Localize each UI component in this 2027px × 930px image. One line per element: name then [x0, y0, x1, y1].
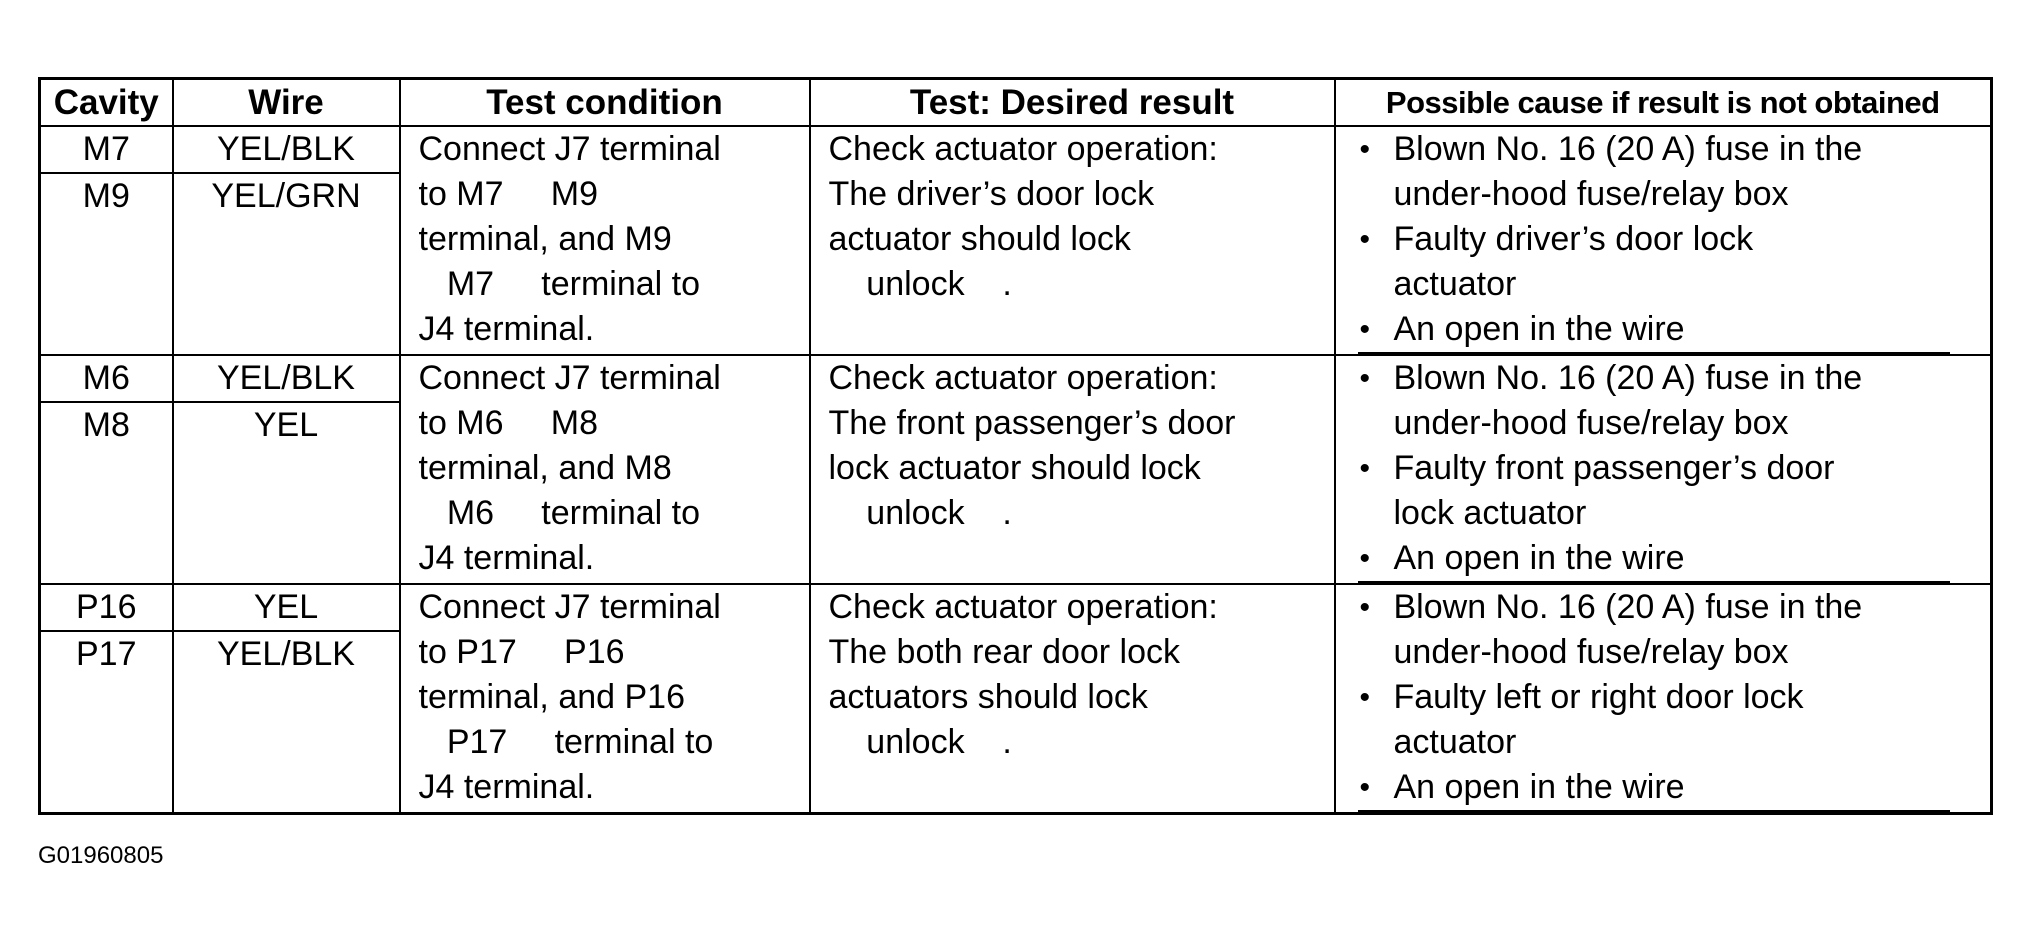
test-condition-cell	[400, 584, 810, 814]
cause-line: under-hood fuse/relay box	[1393, 633, 1789, 671]
desired-result-line: The both rear door lock	[828, 633, 1181, 671]
header-row	[40, 79, 1992, 127]
header-desired-result: Test: Desired result	[810, 79, 1335, 127]
desired-result-line: lock actuator should lock	[828, 449, 1201, 487]
cause-list-item	[1358, 536, 1951, 583]
desired-result-line: unlock .	[828, 494, 1012, 532]
cavity-value: P17	[76, 635, 137, 673]
cause-list-item	[1358, 217, 1991, 307]
possible-cause-cell	[1335, 355, 1992, 584]
test-condition-line: M6 terminal to	[418, 494, 701, 532]
wire-cell	[173, 584, 400, 814]
cause-line: • Faulty front passenger’s door	[1393, 449, 1835, 487]
desired-result-line: The driver’s door lock	[828, 175, 1155, 213]
wire-color-value: YEL/BLK	[217, 635, 355, 673]
desired-result-cell	[810, 126, 1335, 355]
possible-cause-cell	[1335, 584, 1992, 814]
cause-line: actuator	[1393, 723, 1517, 761]
test-condition-line: to M6 M8	[418, 404, 598, 442]
test-condition-line: Connect J7 terminal	[418, 588, 721, 626]
cause-list-item	[1358, 127, 1991, 217]
cavity-cell	[40, 355, 173, 584]
table-body	[40, 126, 1992, 814]
test-condition-line: M7 terminal to	[418, 265, 701, 303]
cavity-cell	[40, 126, 173, 355]
header-possible-cause: Possible cause if result is not obtained	[1335, 79, 1992, 127]
door-lock-test-table	[38, 77, 1993, 815]
wire-color-value: YEL/BLK	[174, 127, 399, 174]
test-condition-line: Connect J7 terminal	[418, 359, 721, 397]
test-condition-line: to M7 M9	[418, 175, 598, 213]
cause-line: • Blown No. 16 (20 A) fuse in the	[1393, 588, 1863, 626]
diagnostic-table-container	[38, 77, 1990, 815]
cause-line: • An open in the wire	[1393, 310, 1685, 348]
desired-result-cell	[810, 355, 1335, 584]
table-row	[40, 355, 1992, 584]
cavity-value: M9	[82, 177, 130, 215]
cause-line: actuator	[1393, 265, 1517, 303]
cause-list	[1358, 127, 1991, 354]
cause-list-item	[1358, 675, 1991, 765]
desired-result-line: actuator should lock	[828, 220, 1131, 258]
header-cavity: Cavity	[40, 79, 173, 127]
header-wire: Wire	[173, 79, 400, 127]
test-condition-line: terminal, and P16	[418, 678, 685, 716]
test-condition-line: P17 terminal to	[418, 723, 714, 761]
cause-list-item	[1358, 307, 1951, 354]
cavity-cell	[40, 584, 173, 814]
wire-color-value: YEL/GRN	[211, 177, 361, 215]
cavity-value: M8	[82, 406, 130, 444]
figure-code: G01960805	[38, 842, 164, 869]
header-test-condition: Test condition	[400, 79, 810, 127]
test-condition-line: J4 terminal.	[418, 768, 595, 806]
cause-list-item	[1358, 585, 1991, 675]
cause-line: under-hood fuse/relay box	[1393, 404, 1789, 442]
cause-line: • Blown No. 16 (20 A) fuse in the	[1393, 130, 1863, 168]
test-condition-line: terminal, and M8	[418, 449, 672, 487]
desired-result-line: Check actuator operation:	[828, 588, 1218, 626]
possible-cause-cell	[1335, 126, 1992, 355]
cause-line: lock actuator	[1393, 494, 1587, 532]
cause-line: • An open in the wire	[1393, 539, 1685, 577]
cause-line: • An open in the wire	[1393, 768, 1685, 806]
wire-cell	[173, 126, 400, 355]
desired-result-line: The front passenger’s door	[828, 404, 1236, 442]
cavity-value: P16	[41, 585, 172, 632]
test-condition-line: to P17 P16	[418, 633, 625, 671]
desired-result-line: unlock .	[828, 723, 1012, 761]
desired-result-line: Check actuator operation:	[828, 130, 1218, 168]
desired-result-cell	[810, 584, 1335, 814]
test-condition-line: J4 terminal.	[418, 539, 595, 577]
wire-color-value: YEL	[253, 406, 319, 444]
test-condition-line: Connect J7 terminal	[418, 130, 721, 168]
cause-line: • Faulty left or right door lock	[1393, 678, 1804, 716]
desired-result-line: actuators should lock	[828, 678, 1148, 716]
cause-list	[1358, 356, 1991, 583]
cause-list-item	[1358, 765, 1951, 812]
cavity-value: M6	[41, 356, 172, 403]
desired-result-line: Check actuator operation:	[828, 359, 1218, 397]
test-condition-cell	[400, 355, 810, 584]
cavity-value: M7	[41, 127, 172, 174]
cause-line: • Blown No. 16 (20 A) fuse in the	[1393, 359, 1863, 397]
wire-color-value: YEL/BLK	[174, 356, 399, 403]
desired-result-line: unlock .	[828, 265, 1012, 303]
test-condition-cell	[400, 126, 810, 355]
table-row	[40, 126, 1992, 355]
test-condition-line: terminal, and M9	[418, 220, 672, 258]
cause-line: • Faulty driver’s door lock	[1393, 220, 1754, 258]
cause-list-item	[1358, 356, 1991, 446]
table-row	[40, 584, 1992, 814]
test-condition-line: J4 terminal.	[418, 310, 595, 348]
cause-line: under-hood fuse/relay box	[1393, 175, 1789, 213]
wire-color-value: YEL	[174, 585, 399, 632]
wire-cell	[173, 355, 400, 584]
cause-list-item	[1358, 446, 1991, 536]
cause-list	[1358, 585, 1991, 812]
